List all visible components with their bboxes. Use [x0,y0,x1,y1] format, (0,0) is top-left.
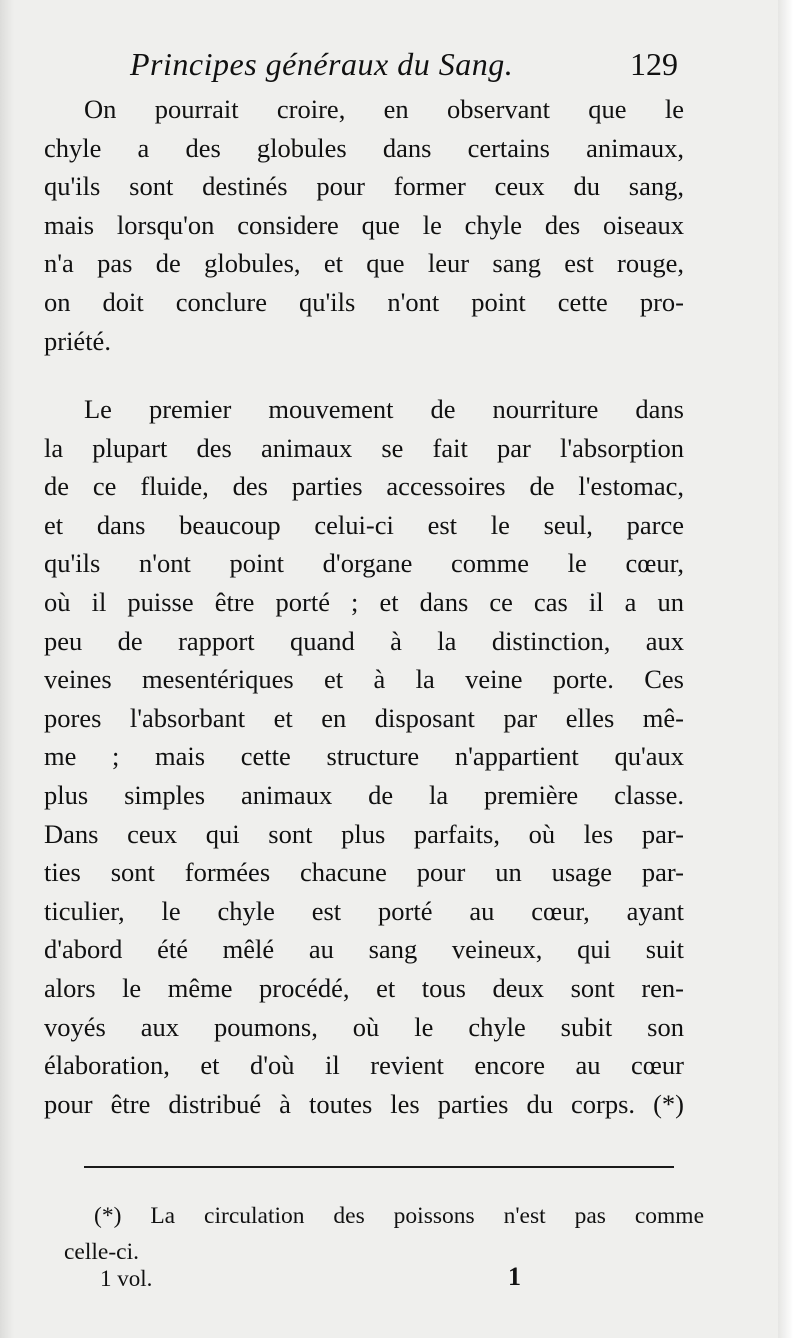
paragraph-line: peu de rapport quand à la distinction, aux [44,625,684,656]
paragraph-line: veines mesentériques et à la veine porte. Ces [44,664,684,695]
paragraph-line: pour être distribué à toutes les parties du corps. (*) [44,1088,684,1119]
paragraph-line: On pourrait croire, en observant que le [84,94,684,124]
footnote-rule [84,1166,674,1168]
paragraph-line: d'abord été mêlé au sang veineux, qui suit [44,934,684,965]
paragraph-line: on doit conclure qu'ils n'ont point cette pro- [44,286,684,317]
page-left-edge [0,0,14,1338]
paragraph-line: la plupart des animaux se fait par l'absorption [44,432,684,463]
paragraph-line: Dans ceux qui sont plus parfaits, où les par- [44,818,684,849]
paragraph-line: n'a pas de globules, et que leur sang est rouge, [44,248,684,279]
paragraph-line: pores l'absorbant et en disposant par elles mê- [44,702,684,733]
catchword: 1 [508,1262,521,1291]
paragraph-line: qu'ils sont destinés pour former ceux du sang, [44,171,684,202]
signature-mark: 1 vol. [100,1266,153,1291]
paragraph-line: alors le même procédé, et tous deux sont ren- [44,972,684,1003]
paragraph-line: où il puisse être porté ; et dans ce cas il a un [44,586,684,617]
paragraph-line: voyés aux poumons, où le chyle subit son [44,1011,684,1042]
paragraph-line: ticulier, le chyle est porté au cœur, ayant [44,895,684,926]
paragraph-line: mais lorsqu'on considere que le chyle des oiseaux [44,209,684,240]
paragraph-line: et dans beaucoup celui-ci est le seul, parce [44,509,684,540]
paragraph-line: plus simples animaux de la première classe. [44,779,684,810]
page-number: 129 [630,46,678,82]
paragraph-line: Le premier mouvement de nourriture dans [84,394,684,424]
paragraph-line: ties sont formées chacune pour un usage par- [44,857,684,888]
footnote-line: celle-ci. [64,1239,140,1265]
paragraph-line: me ; mais cette structure n'appartient qu'aux [44,741,684,772]
paragraph-line: de ce fluide, des parties accessoires de l'estomac, [44,471,684,502]
paragraph-2 [44,390,684,1123]
paragraph-line: priété. [44,325,111,356]
paragraph-line: élaboration, et d'où il revient encore au cœur [44,1050,684,1081]
paragraph-1 [44,90,684,360]
footnote [64,1198,704,1270]
paragraph-line: chyle a des globules dans certains animaux, [44,132,684,163]
paragraph-line: qu'ils n'ont point d'organe comme le cœur, [44,548,684,579]
page-right-edge [778,0,800,1338]
running-header [130,46,690,92]
footnote-line: (*) La circulation des poissons n'est pas comme [94,1203,704,1229]
running-title: Principes généraux du Sang. [130,46,514,82]
